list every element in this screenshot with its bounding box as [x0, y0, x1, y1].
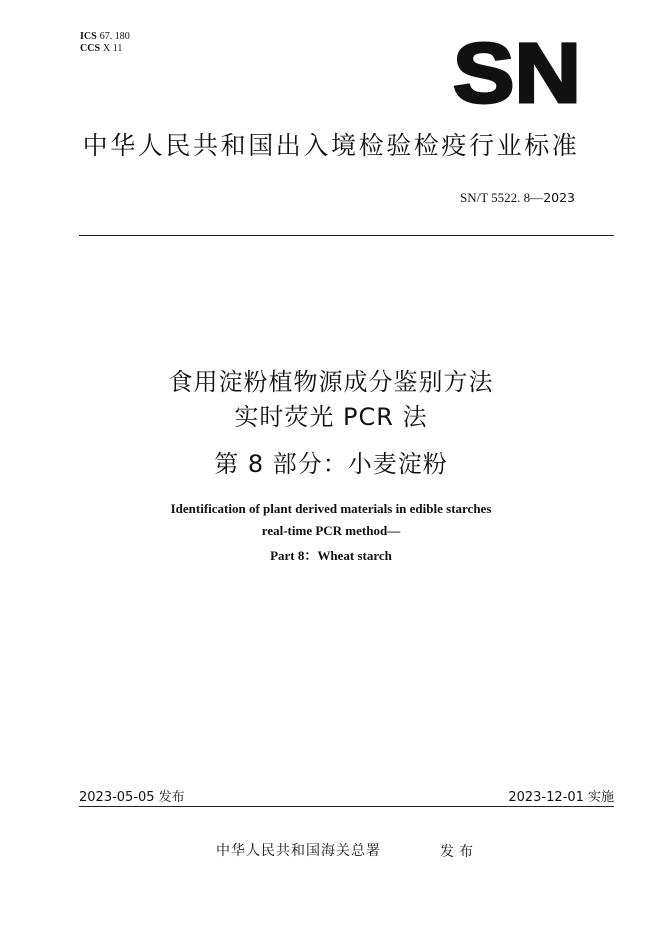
ics-line	[80, 31, 130, 43]
ccs-line	[80, 43, 130, 55]
standard-number-year: 2023	[543, 190, 575, 205]
classification-codes	[80, 31, 130, 55]
sn-logo-text: SN	[453, 39, 581, 105]
title-cn-line-1: 食用淀粉植物源成分鉴别方法	[168, 368, 494, 396]
sn-logo	[452, 39, 582, 105]
standard-number	[460, 190, 575, 206]
title-cn-line-2: 实时荧光 PCR 法	[234, 403, 428, 431]
issue-date: 2023-05-05 发布	[79, 790, 185, 805]
ccs-code: X 11	[103, 43, 123, 54]
publisher: 中华人民共和国海关总署	[216, 843, 381, 859]
ccs-label: CCS	[80, 43, 101, 54]
title-en-line-1: Identification of plant derived materials in edible starches	[170, 501, 492, 516]
title-en-line-3: Part 8：Wheat starch	[270, 548, 392, 563]
ics-label: ICS	[80, 31, 97, 42]
footer-divider	[79, 806, 614, 807]
organization-title: 中华人民共和国出入境检验检疫行业标准	[82, 131, 580, 160]
header-divider	[79, 235, 614, 236]
title-en-line-2: real-time PCR method—	[261, 523, 401, 538]
ics-code: 67. 180	[99, 31, 130, 42]
title-cn-line-3: 第 8 部分：小麦淀粉	[214, 450, 448, 478]
standard-number-code: SN/T 5522. 8—	[460, 190, 544, 205]
implement-date: 2023-12-01 实施	[508, 790, 614, 805]
publish-action: 发布	[440, 844, 478, 860]
